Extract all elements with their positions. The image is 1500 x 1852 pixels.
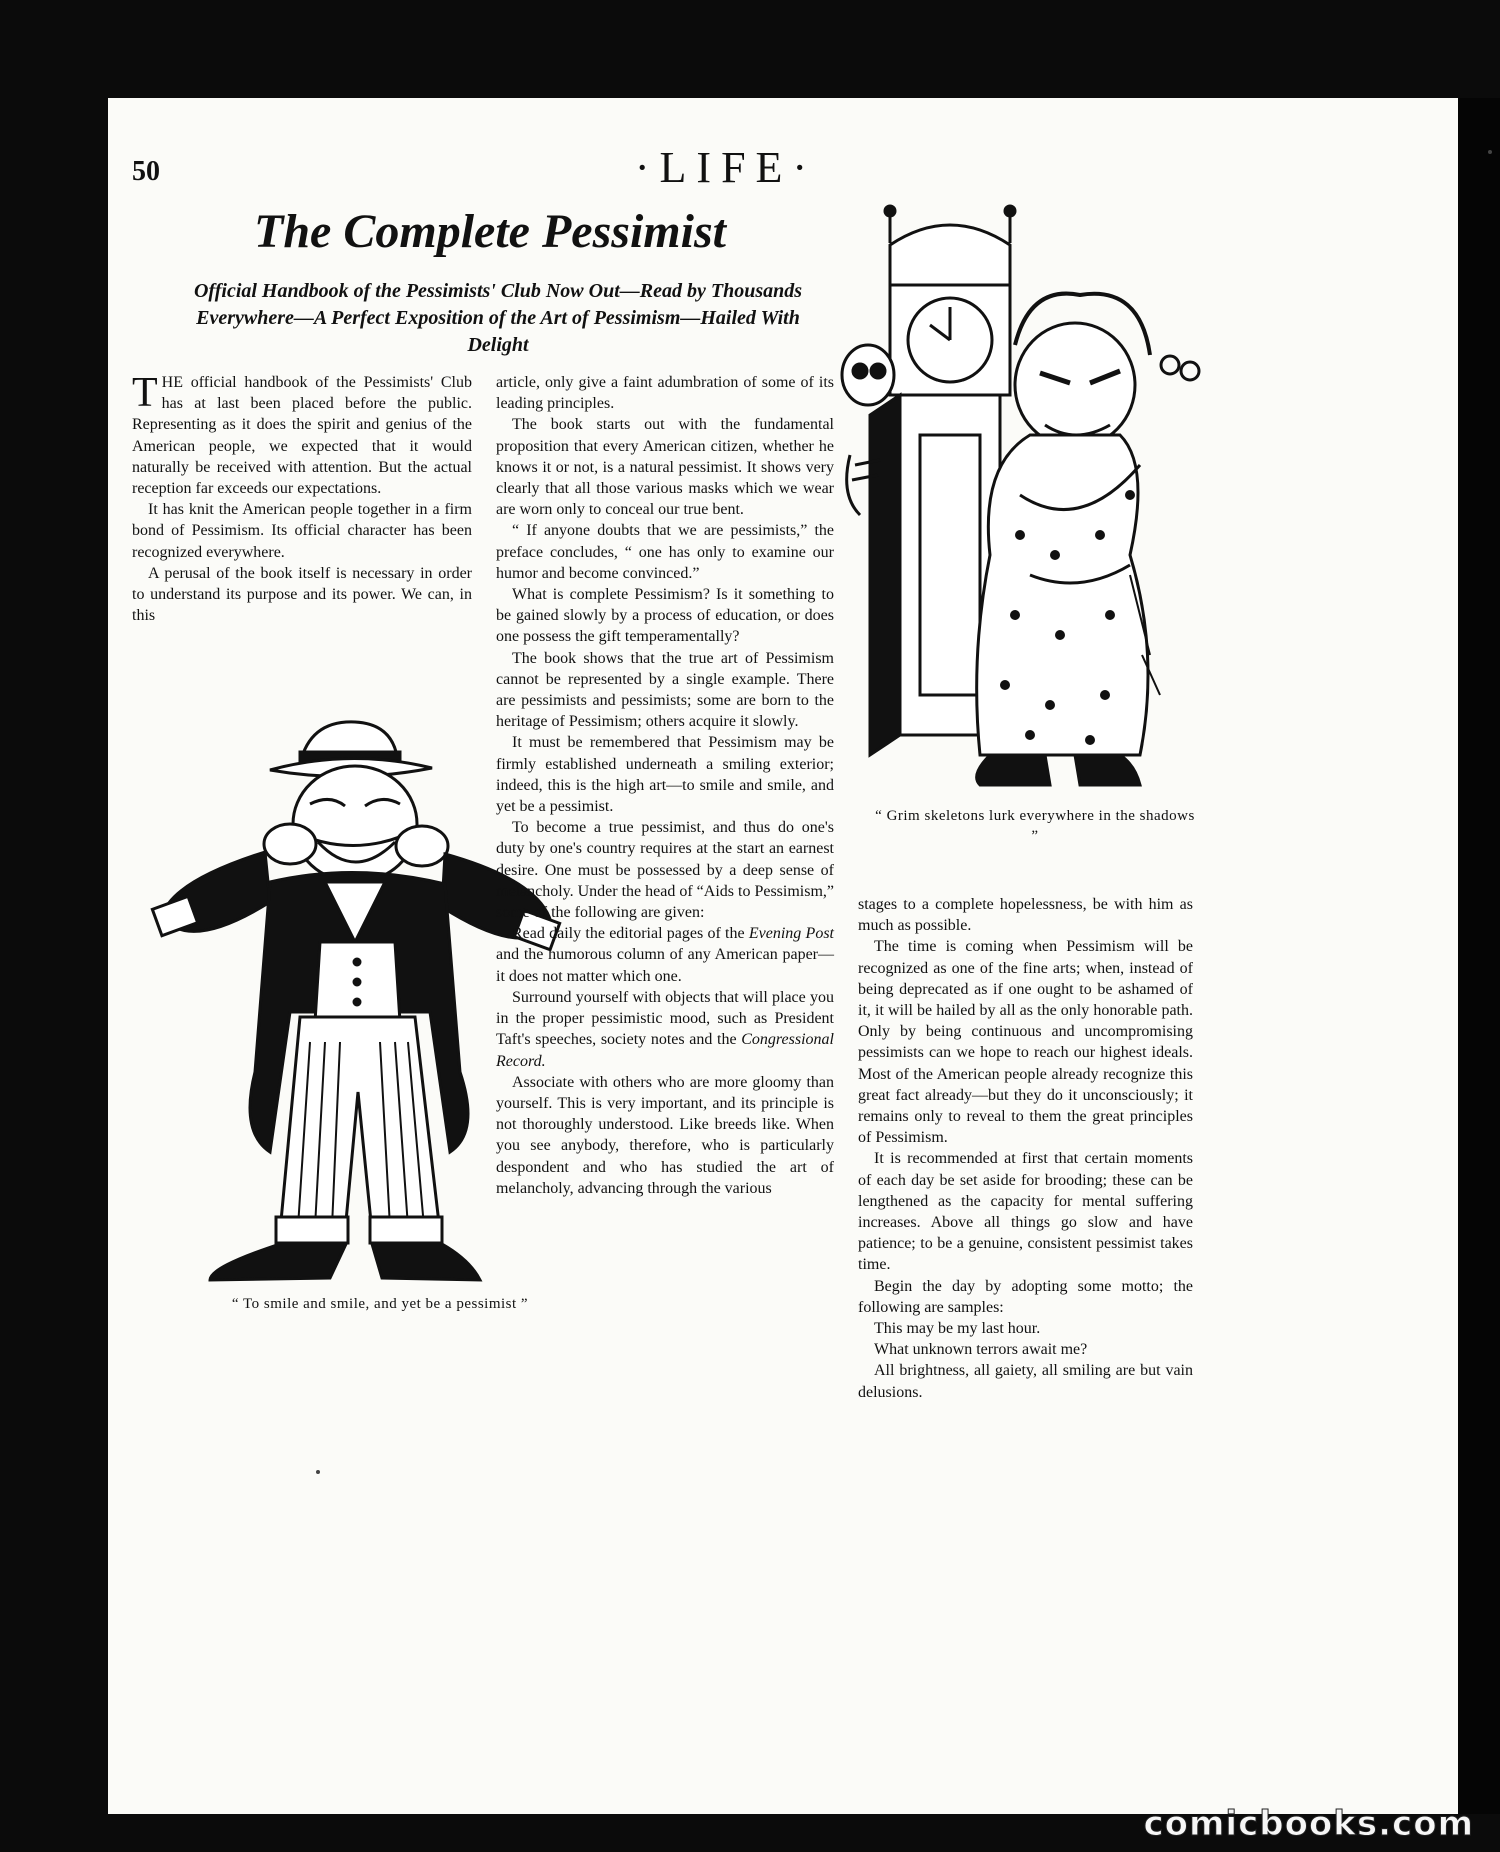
paragraph: “ If anyone doubts that we are pessimists,” the preface concludes, “ one has only to examine our humor and become convinced.” — [496, 522, 834, 582]
paragraph: The book starts out with the fundamental proposition that every American citizen, whether he knows it or not, is a natural pessimist. It shows very clearly that all those various masks which we wear are worn only to conceal our true bent. — [496, 416, 834, 519]
paragraph-text: HE official handbook of the Pessimists' Club has at last been placed before the public. Representing as it does the spirit and genius of the American people, we expected that it would naturally be received with attention. But the actual reception far exceeds our expectations. — [132, 374, 472, 498]
paragraph: Begin the day by adopting some motto; the following are samples: — [858, 1277, 1193, 1316]
right-illustration-caption: “ Grim skeletons lurk everywhere in the shadows ” — [875, 808, 1195, 844]
article-column-2 — [496, 372, 834, 1199]
paragraph: Associate with others who are more gloomy than yourself. This is very important, and its principle is not thoroughly understood. Like breeds like. When you see anybody, therefore, who is particularly despondent and who has studied the art of melancholy, advancing through the various — [496, 1073, 834, 1197]
article-column-3 — [858, 894, 1193, 1403]
paragraph-text: Read daily the editorial pages of the — [512, 925, 749, 943]
page-edge-shadow — [1458, 98, 1500, 1814]
paragraph: To become a true pessimist, and thus do one's duty by one's country requires at the start an earnest desire. One must be possessed by a deep sense of melancholy. Under the head of “Aids to Pessimism,” some of the following are given: — [496, 819, 834, 922]
page-number: 50 — [132, 156, 160, 187]
motto: What unknown terrors await me? — [874, 1341, 1088, 1359]
paragraph: The book shows that the true art of Pessimism cannot be represented by a single example. There are pessimists and pessimists; some are born to the heritage of Pessimism; others acquire it slowly. — [496, 649, 834, 731]
drop-cap: T — [132, 370, 158, 416]
paragraph: A perusal of the book itself is necessary in order to understand its purpose and its power. We can, in this — [132, 564, 472, 625]
motto: All brightness, all gaiety, all smiling are but vain delusions. — [858, 1362, 1193, 1401]
publication-name: Congressional Record. — [496, 1031, 834, 1070]
paragraph: article, only give a faint adumbration of some of its leading principles. — [496, 374, 834, 413]
article-column-1 — [132, 372, 472, 626]
paragraph: It is recommended at first that certain moments of each day be set aside for brooding; these can be lengthened as the capacity for mental suffering increases. Above all things go slow and have patience; to be a genuine, consistent pessimist takes time. — [858, 1150, 1193, 1274]
paragraph: stages to a complete hopelessness, be with him as much as possible. — [858, 896, 1193, 935]
paragraph: It must be remembered that Pessimism may be firmly established underneath a smiling exterior; indeed, this is the high art—to smile and smile, and yet be a pessimist. — [496, 734, 834, 816]
paragraph-text: and the humorous column of any American paper—it does not matter which one. — [496, 946, 834, 985]
site-watermark: comicbooks.com — [1143, 1804, 1474, 1844]
scan-speck — [1488, 150, 1492, 154]
paragraph-text: Surround yourself with objects that will place you in the proper pessimistic mood, such as President Taft's speeches, society notes and the — [496, 988, 834, 1049]
paragraph: It has knit the American people together in a firm bond of Pessimism. Its official character has been recognized everywhere. — [132, 501, 472, 561]
motto: This may be my last hour. — [874, 1320, 1041, 1338]
paragraph — [496, 923, 834, 987]
scan-speck — [316, 1470, 320, 1474]
publication-name: Evening Post — [748, 925, 835, 943]
paragraph: What is complete Pessimism? Is it something to be gained slowly by a process of education, or does one possess the gift temperamentally? — [496, 586, 834, 646]
clock-and-angry-man-illustration — [830, 135, 1205, 800]
paragraph — [132, 372, 472, 499]
left-illustration-caption: “ To smile and smile, and yet be a pessimist ” — [231, 1296, 529, 1312]
paragraph: The time is coming when Pessimism will be recognized as one of the fine arts; when, instead of being deprecated as if one ought to be ashamed of it, it will be hailed by all as the only honorable path. Only by being continuous and uncompromising pessimists can we hope to reach our highest ideals. Most of the American people already recognize this great fact already—but they do it unconsciously; it remains only to reveal to them the great principles of Pessimism. — [858, 938, 1193, 1147]
article-subtitle: Official Handbook of the Pessimists' Club Now Out—Read by Thousands Everywhere—A Perfect Exposition of the Art of Pessimism—Hailed With Delight — [193, 280, 803, 356]
article-title: The Complete Pessimist — [254, 205, 726, 258]
paragraph — [496, 987, 834, 1072]
magazine-masthead: ·LIFE· — [634, 143, 818, 192]
